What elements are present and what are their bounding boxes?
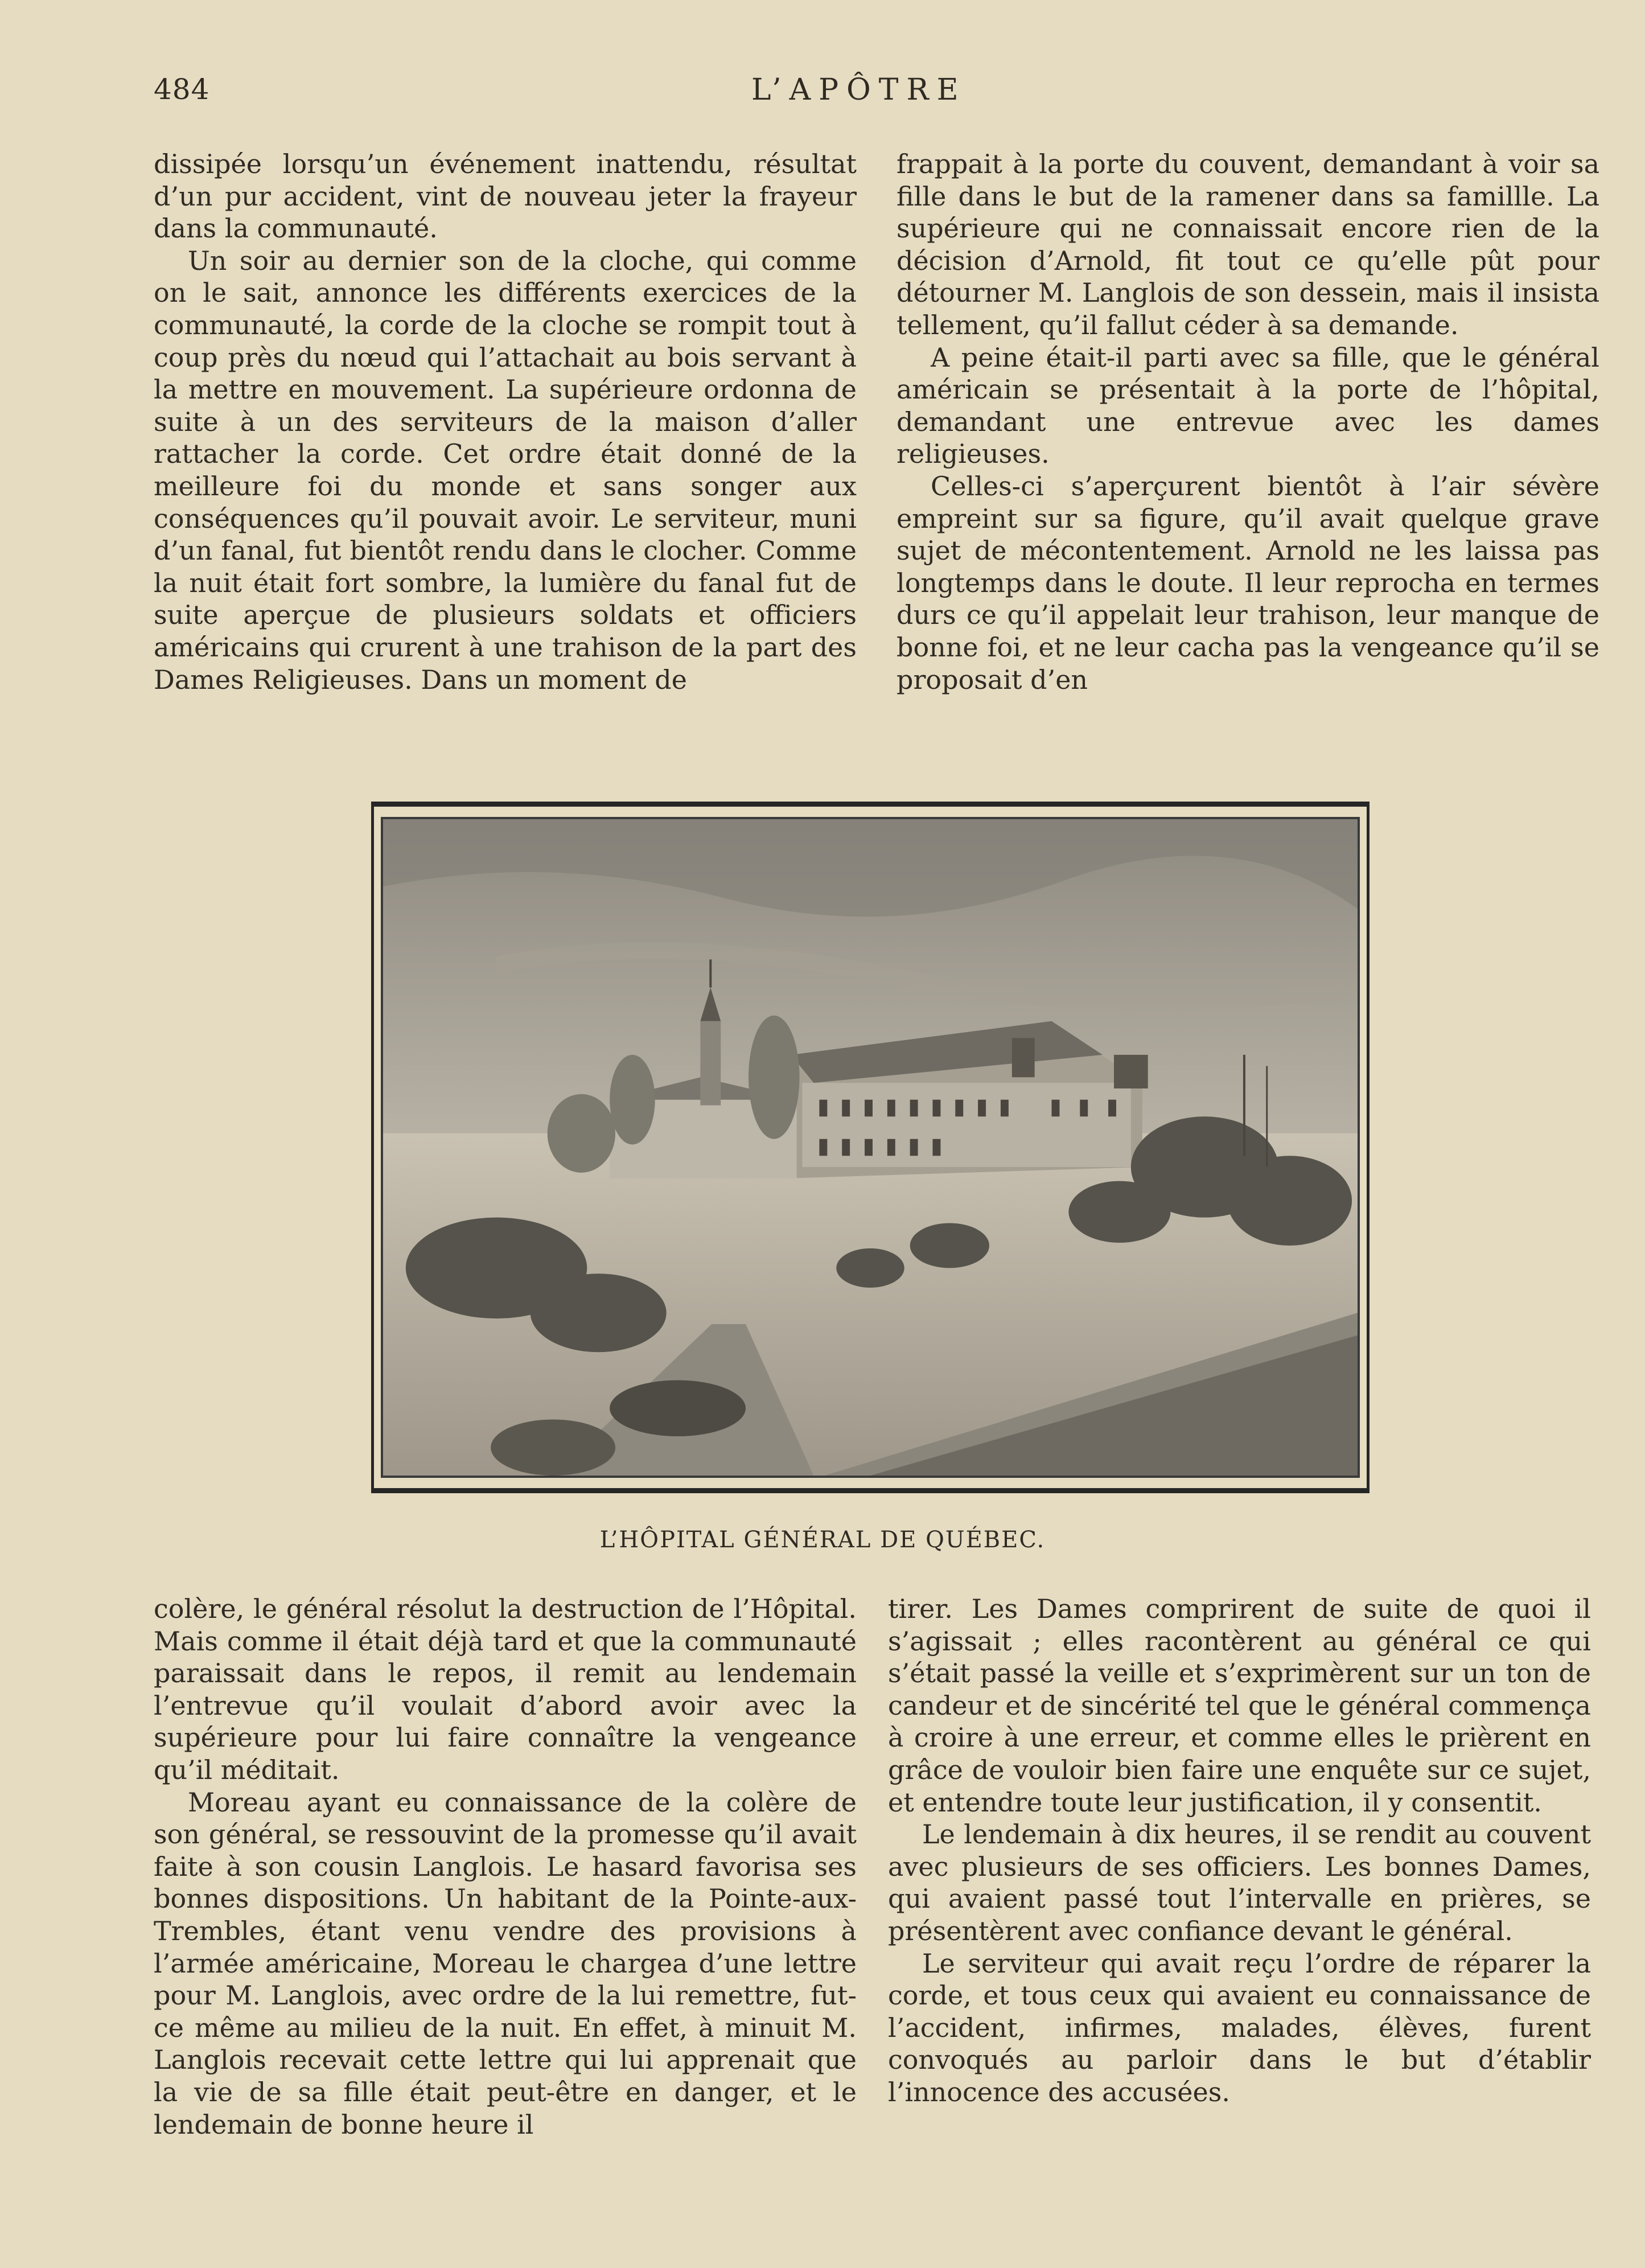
figure-caption: L’HÔPITAL GÉNÉRAL DE QUÉBEC. bbox=[599, 1527, 1046, 1553]
running-title: L’APÔTRE bbox=[751, 73, 967, 107]
text-column-top-right bbox=[896, 148, 1599, 696]
paragraph: Le lendemain à dix heures, il se rendit au couvent avec plusieurs de ses officiers. Les bonnes Dames, qui avaient passé tout l’intervalle en prières, se présentèrent avec confiance devant le général. bbox=[888, 1819, 1591, 1946]
page-number: 484 bbox=[154, 73, 210, 106]
hospital-engraving-illustration bbox=[383, 819, 1358, 1476]
text-column-top-left bbox=[154, 148, 857, 696]
paragraph: Un soir au dernier son de la cloche, qui comme on le sait, annonce les différents exercices de la communauté, la corde de la cloche se rompit tout à coup près du nœud qui l’attachait au bois servant à la mettre en mouvement. La supérieure ordonna de suite à un des serviteurs de la maison d’aller rattacher la corde. Cet ordre était donné de la meilleure foi du monde et sans songer aux conséquences qu’il pouvait avoir. Le serviteur, muni d’un fanal, fut bientôt rendu dans le clocher. Comme la nuit était fort sombre, la lumière du fanal fut de suite aperçue de plusieurs soldats et officiers américains qui crurent à une trahison de la part des Dames Religieuses. Dans un moment de bbox=[154, 245, 857, 695]
paragraph: tirer. Les Dames comprirent de suite de quoi il s’agissait ; elles racontèrent au général ce qui s’était passé la veille et s’exprimèrent sur un ton de candeur et de sincérité tel que le général commença à croire à une erreur, et comme elles le prièrent en grâce de vouloir bien faire une enquête sur ce sujet, et entendre toute leur justification, il y consentit. bbox=[888, 1593, 1591, 1818]
paragraph: Celles-ci s’aperçurent bientôt à l’air sévère empreint sur sa figure, qu’il avait quelque grave sujet de mécontentement. Arnold ne les laissa pas longtemps dans le doute. Il leur reprocha en termes durs ce qu’il appelait leur trahison, leur manque de bonne foi, et ne leur cacha pas la vengeance qu’il se proposait d’en bbox=[896, 470, 1599, 695]
paragraph: dissipée lorsqu’un événement inattendu, résultat d’un pur accident, vint de nouveau jeter la frayeur dans la communauté. bbox=[154, 149, 857, 244]
paragraph: colère, le général résolut la destruction de l’Hôpital. Mais comme il était déjà tard et que la communauté paraissait dans le repos, il remit au lendemain l’entrevue qu’il voulait d’abord avoir avec la supérieure pour lui faire connaître la vengeance qu’il méditait. bbox=[154, 1593, 857, 1785]
illustration-frame bbox=[381, 817, 1360, 1478]
illustration-plate bbox=[371, 802, 1370, 1493]
text-column-bottom-right bbox=[888, 1593, 1591, 2109]
paragraph: Le serviteur qui avait reçu l’ordre de réparer la corde, et tous ceux qui avaient eu connaissance de l’accident, infirmes, malades, élèves, furent convoqués au parloir dans le but d’établir l’innocence des accusées. bbox=[888, 1947, 1591, 2107]
text-column-bottom-left bbox=[154, 1593, 857, 2140]
paragraph: frappait à la porte du couvent, demandant à voir sa fille dans le but de la ramener dans sa famillle. La supérieure qui ne connaissait encore rien de la décision d’Arnold, fit tout ce qu’elle pût pour détourner M. Langlois de son dessein, mais il insista tellement, qu’il fallut céder à sa demande. bbox=[896, 149, 1599, 340]
paragraph: A peine était-il parti avec sa fille, que le général américain se présentait à la porte de l’hôpital, demandant une entrevue avec les dames religieuses. bbox=[896, 342, 1599, 470]
paragraph: Moreau ayant eu connaissance de la colère de son général, se ressouvint de la promesse qu’il avait faite à son cousin Langlois. Le hasard favorisa ses bonnes dispositions. Un habitant de la Pointe-aux-Trembles, étant venu vendre des provisions à l’armée américaine, Moreau le chargea d’une lettre pour M. Langlois, avec ordre de la lui remettre, fut-ce même au milieu de la nuit. En effet, à minuit M. Langlois recevait cette lettre qui lui apprenait que la vie de sa fille était peut-être en danger, et le lendemain de bonne heure il bbox=[154, 1786, 857, 2140]
